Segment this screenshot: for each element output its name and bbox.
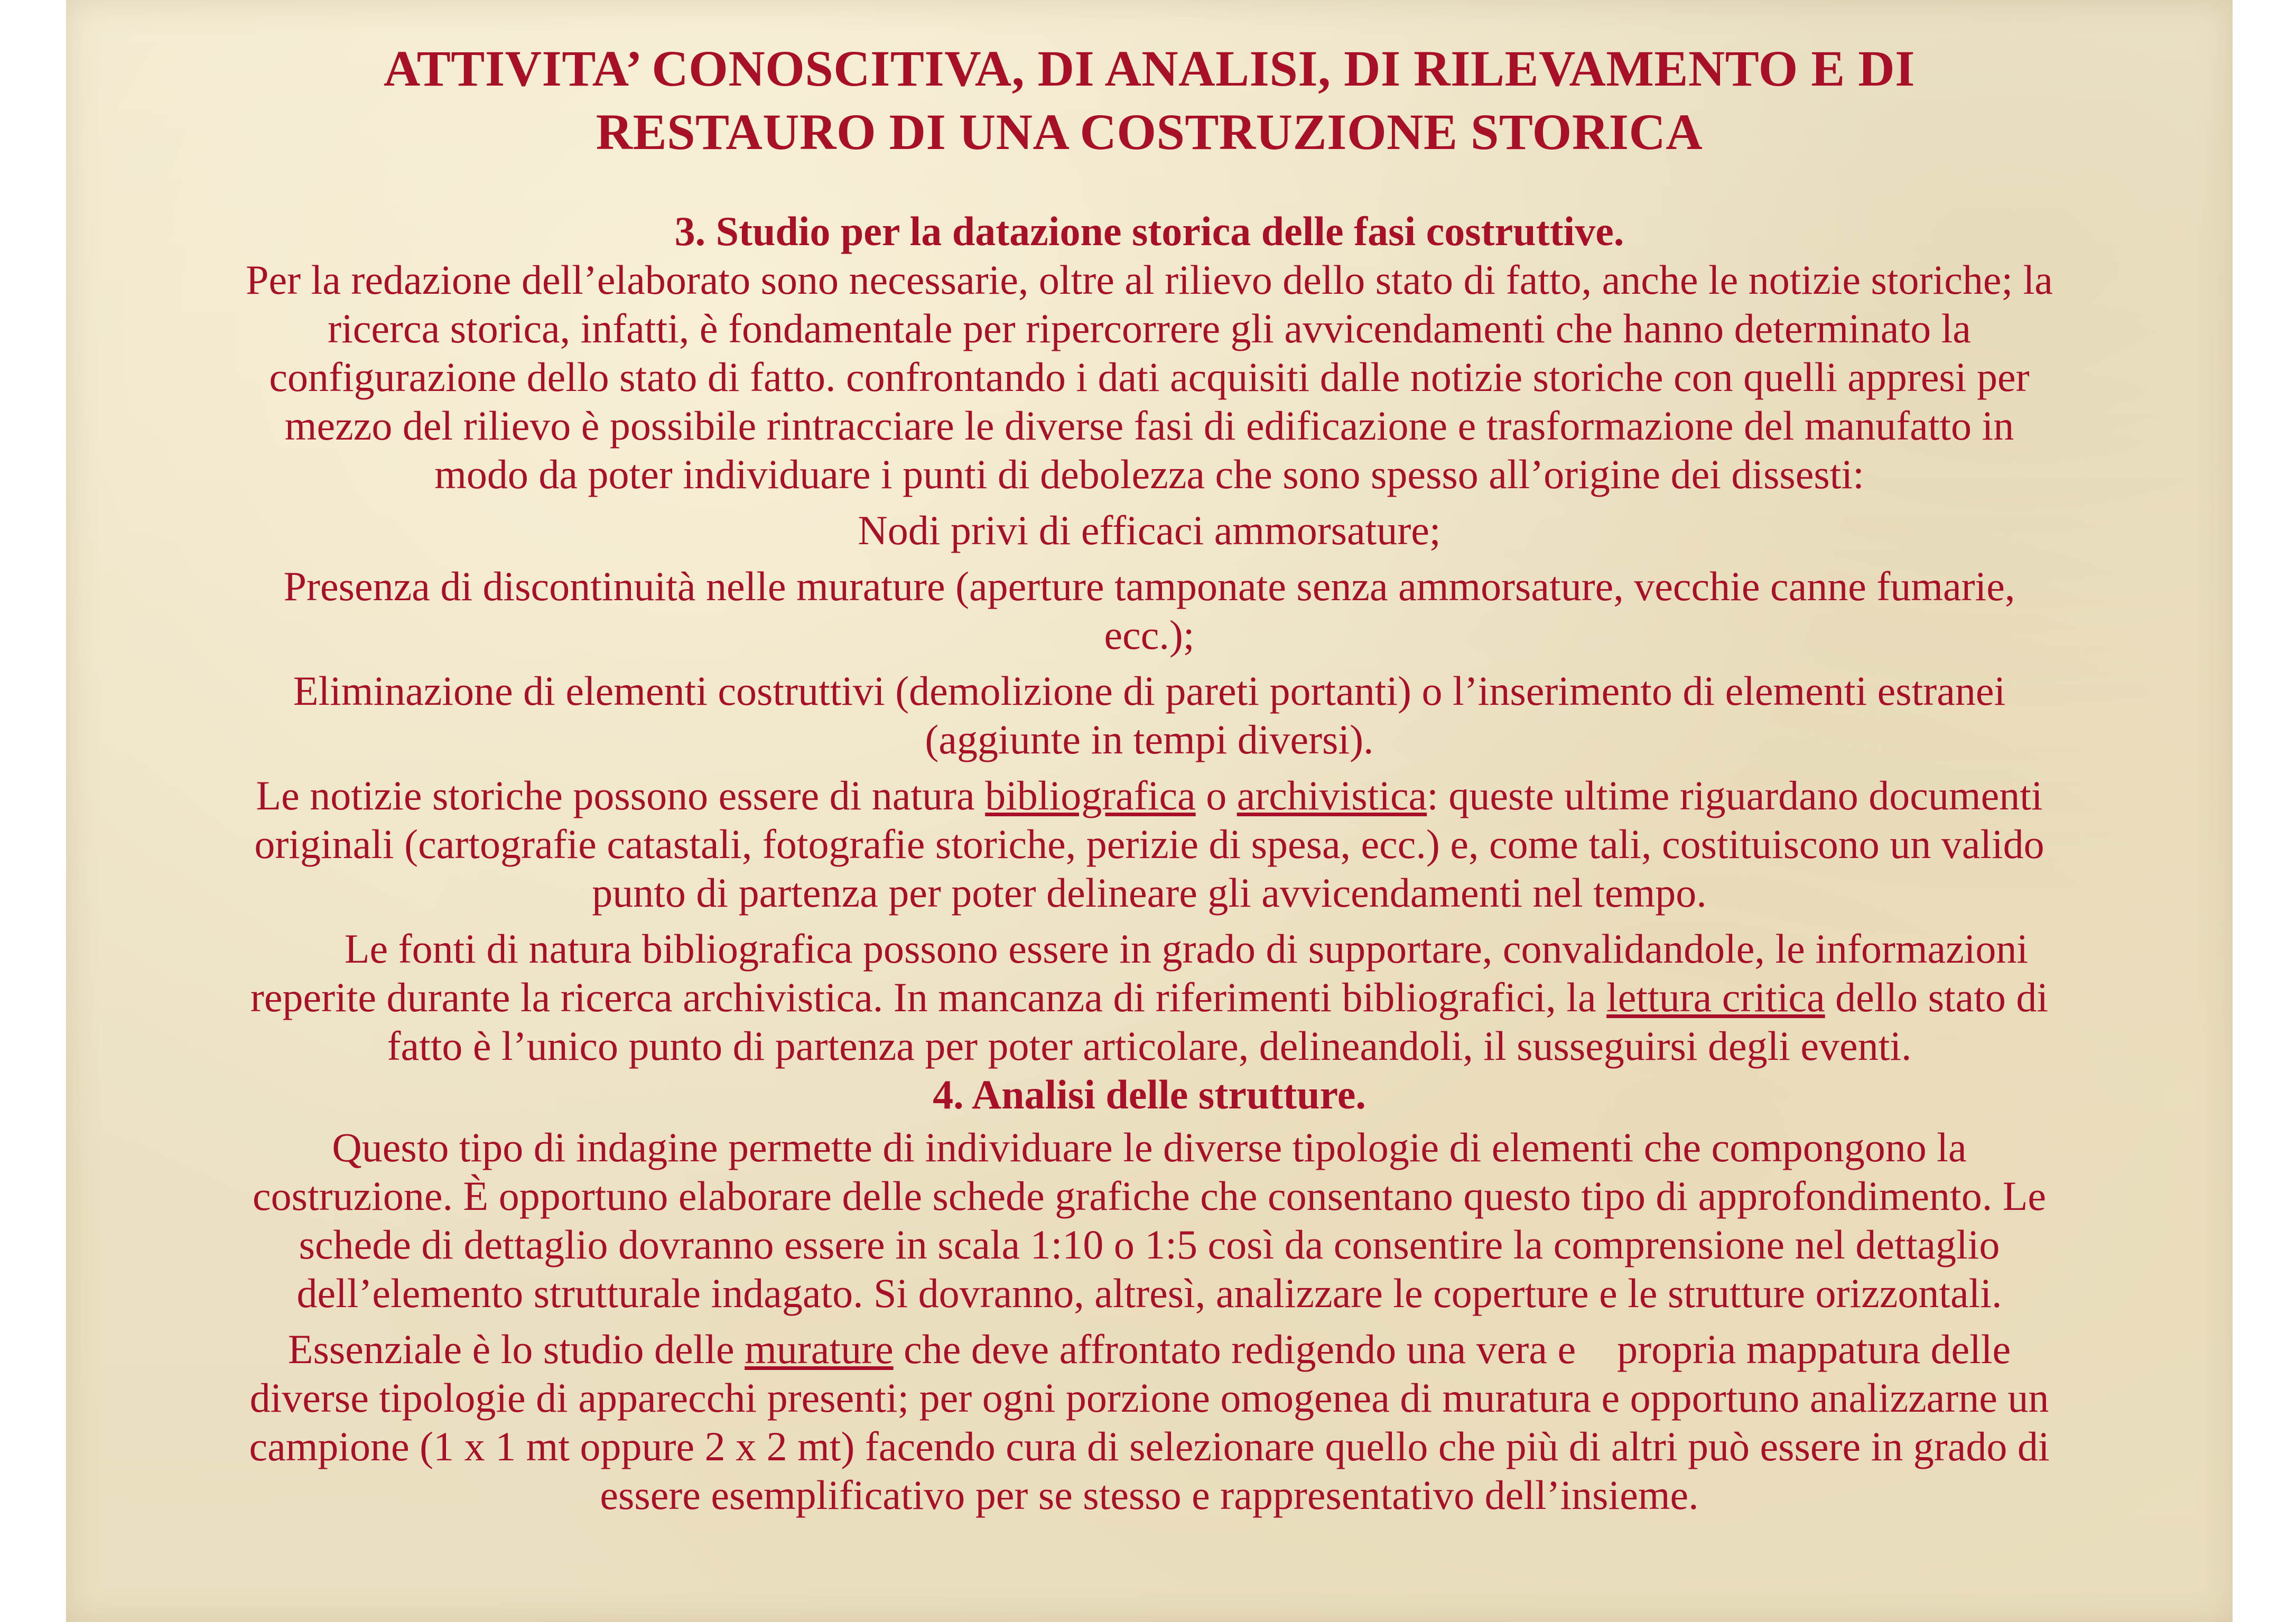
text-fragment: reperite durante la ricerca archivistica. In mancanza di riferimenti bibliografici, la <box>250 974 1607 1020</box>
section-4-paragraph-2 <box>66 1325 2233 1520</box>
text-line: ricerca storica, infatti, è fondamentale per ripercorrere gli avvicendamenti che hanno determinato la <box>328 305 1971 351</box>
text-line: punto di partenza per poter delineare gli avvicendamenti nel tempo. <box>592 870 1707 916</box>
sources-paragraph <box>66 771 2233 917</box>
list-item-elimination <box>66 667 2233 764</box>
section-4-paragraph-1 <box>66 1123 2233 1318</box>
text-line: Presenza di discontinuità nelle murature (aperture tamponate senza ammorsature, vecchie canne fumarie, <box>283 563 2015 609</box>
underlined-term-bibliografica: bibliografica <box>985 772 1196 818</box>
text-line: Nodi privi di efficaci ammorsature; <box>858 507 1441 553</box>
document-page <box>66 0 2233 1622</box>
text-line: ecc.); <box>1104 612 1195 658</box>
text-line: costruzione. È opportuno elaborare delle schede grafiche che consentano questo tipo di approfondimento. Le <box>253 1173 2046 1219</box>
text-fragment: o <box>1195 772 1237 818</box>
section-4-heading: 4. Analisi delle strutture. <box>933 1071 1366 1117</box>
text-line <box>82 973 2217 1022</box>
text-line: dell’elemento strutturale indagato. Si dovranno, altresì, analizzare le coperture e le strutture orizzontali. <box>296 1270 2002 1316</box>
text-fragment: Le notizie storiche possono essere di natura <box>256 772 986 818</box>
text-line: configurazione dello stato di fatto. confrontando i dati acquisiti dalle notizie storiche con quelli appresi per <box>269 354 2030 400</box>
text-line: originali (cartografie catastali, fotografie storiche, perizie di spesa, ecc.) e, come tali, costituiscono un valido <box>254 821 2044 867</box>
text-line: campione (1 x 1 mt oppure 2 x 2 mt) facendo cura di selezionare quello che più di altri può essere in grado di <box>249 1423 2050 1469</box>
text-fragment: che deve affrontato redigendo una vera e propria mappatura delle <box>893 1326 2011 1372</box>
title-line-1: ATTIVITA’ CONOSCITIVA, DI ANALISI, DI RILEVAMENTO E DI <box>384 40 1915 97</box>
bibliography-paragraph <box>66 925 2233 1070</box>
underlined-term-lettura-critica: lettura critica <box>1606 974 1825 1020</box>
text-line <box>82 771 2217 820</box>
section-3-intro <box>66 256 2233 499</box>
text-fragment: Essenziale è lo studio delle <box>287 1326 745 1372</box>
text-line: (aggiunte in tempi diversi). <box>925 716 1374 762</box>
title-line-2: RESTAURO DI UNA COSTRUZIONE STORICA <box>596 104 1703 160</box>
text-line: Questo tipo di indagine permette di individuare le diverse tipologie di elementi che compongono la <box>332 1124 1967 1170</box>
page-title <box>66 0 2233 164</box>
section-3-heading: 3. Studio per la datazione storica delle fasi costruttive. <box>674 208 1624 254</box>
text-line <box>82 1325 2217 1374</box>
text-line: schede di dettaglio dovranno essere in scala 1:10 o 1:5 così da consentire la comprensione nel dettaglio <box>299 1222 2000 1267</box>
text-line: fatto è l’unico punto di partenza per poter articolare, delineandoli, il susseguirsi degli eventi. <box>387 1023 1912 1069</box>
underlined-term-murature: murature <box>745 1326 894 1372</box>
text-line: diverse tipologie di apparecchi presenti; per ogni porzione omogenea di muratura e opportuno analizzarne un <box>249 1375 2049 1421</box>
list-item-discontinuities <box>66 562 2233 659</box>
underlined-term-archivistica: archivistica <box>1237 772 1427 818</box>
text-line: modo da poter individuare i punti di debolezza che sono spesso all’origine dei dissesti: <box>434 451 1864 497</box>
text-line: Eliminazione di elementi costruttivi (demolizione di pareti portanti) o l’inserimento di elementi estranei <box>293 668 2006 714</box>
text-fragment: : queste ultime riguardano documenti <box>1427 772 2043 818</box>
text-line: essere esemplificativo per se stesso e rappresentativo dell’insieme. <box>600 1472 1699 1518</box>
text-line: Per la redazione dell’elaborato sono necessarie, oltre al rilievo dello stato di fatto, anche le notizie storiche; la <box>246 257 2053 303</box>
text-line: Le fonti di natura bibliografica possono essere in grado di supportare, convalidandole, le informazioni <box>344 926 2029 972</box>
list-item-nodes <box>66 506 2233 555</box>
text-line: mezzo del rilievo è possibile rintracciare le diverse fasi di edificazione e trasformazione del manufatto in <box>284 403 2014 449</box>
text-fragment: dello stato di <box>1825 974 2049 1020</box>
